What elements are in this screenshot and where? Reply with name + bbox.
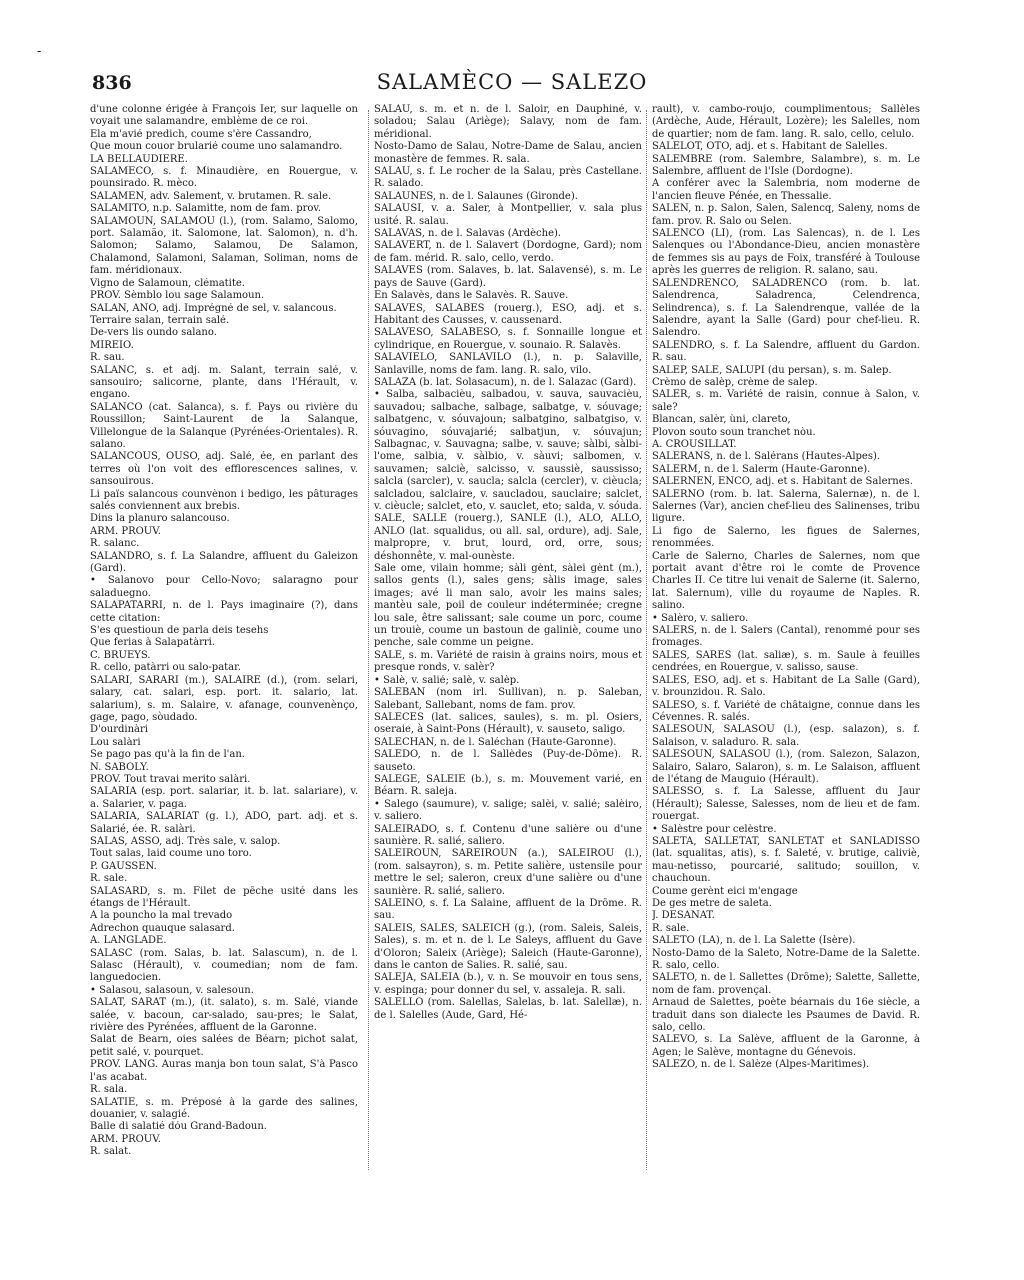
entry-text: De-vers lis oundo salano. — [90, 327, 217, 339]
entry-text: SALENDRO, s. f. La Salendre, affluent du Gardon. R. sau. — [652, 339, 920, 364]
entry-text: Crèmo de salèp, crème de salep. — [652, 376, 818, 388]
entry-text: SALESOUN, SALASOU (l.), (rom. Salezon, Salazon, Salairo, Salaro, Salaron), s. m. Le Salaison, affluent de l'étang de Mauguio (Hérault). — [652, 749, 920, 785]
margin-mark: - — [37, 43, 42, 58]
entry-text: PROV. Tout travai merito salàri. — [90, 773, 251, 785]
entry-text: SALAVESO, SALABESO, s. f. Sonnaille longue et cylindrique, en Rouergue, v. sounaio. R. Salavès. — [374, 327, 642, 351]
entry-text: SALERNO (rom. b. lat. Salerna, Salernæ), n. de l. Salernes (Var), ancien chef-lieu des Salinenses, tribu ligure. — [652, 488, 920, 525]
entry-text: Coume gerènt eici m'engage — [652, 885, 798, 897]
entry-text: PROV. Sèmblo lou sage Salamoun. — [90, 290, 265, 302]
entry-text: Arnaud de Salettes, poète béarnais du 16e siècle, a traduit dans son dialecte les Psaumes de David. R. salo, cello. — [652, 997, 920, 1034]
entry-text: P. GAUSSEN. — [90, 860, 157, 872]
entry-text: Li figo de Salerno, les figues de Salernes, renommées. — [652, 525, 920, 550]
entry-text: SALANCO (cat. Salanca), s. f. Pays ou rivière du Roussillon; Saint-Laurent de la Salanque, Villelongue de la Salanque (Pyrénées-Orientales). R. salano. — [90, 401, 358, 450]
entry-text: N. SABOLY. — [90, 761, 149, 773]
entry-text: • Salanovo pour Cello-Novo; salaragno pour saladuegno. — [90, 575, 358, 599]
entry-text: LA BELLAUDIÈRE. — [90, 153, 188, 165]
entry-text: Sale ome, vilain homme; sàli gènt, sàlei gènt (m.), sallos gents (l.), sales gens; sàlis image, sales images; avé li man salo, avoir les mains sales; mantèu sale, poil de couleur indéterminée; cregne lou sale, être salissant; sale coume un porc, coume un trouiè, coume un bastoun de galiniè, coume uno penche, sale comme un peigne. — [374, 563, 642, 649]
column-middle — [374, 104, 642, 1022]
entry-text: SALE, SALLE (rouerg.), SANLE (l.), ALO, ALLO, ANLO (lat. squalidus, ou all. sal, ordure), adj. Sale, malpropre, v. brut, lourd, ord, orre, sous; déshonnête, v. mal-ounèste. — [374, 513, 642, 562]
entry-text: Adrechon quauque salasard. — [90, 922, 235, 934]
entry-text: SALANCOUS, OUSO, adj. Salé, ée, en parlant des terres où l'on voit des efflorescences salines, v. sansouirous. — [90, 451, 358, 488]
entry-text: Li païs salancous counvènon i bedigo, les pâturages salés conviennent aux brebis. — [90, 488, 358, 512]
entry-text: SALAS, ASSO, adj. Très sale, v. salop. — [90, 835, 281, 847]
entry-text: SALERS, n. de l. Salers (Cantal), renommé pour ses fromages. — [652, 625, 920, 649]
entry-text: SALESOUN, SALASOU (l.), (esp. salazon), s. f. Salaison, v. saladuro. R. sala. — [652, 724, 920, 748]
entry-text: Se pago pas qu'à la fin de l'an. — [90, 749, 245, 761]
entry-text: SALAZA (b. lat. Solasacum), n. de l. Salazac (Gard). — [374, 376, 637, 388]
entry-text: Que moun couor brularié coume uno salamandro. — [90, 141, 343, 153]
entry-text: SALERNEN, ENCO, adj. et s. Habitant de Salernes. — [652, 476, 913, 488]
entry-text: • Salè, v. salié; salè, v. salèp. — [374, 674, 520, 686]
column-right — [652, 104, 920, 1072]
entry-text: SALENDRENCO, SALADRENCO (rom. b. lat. Salendrenca, Saladrenca, Celendrenca, Selindrenca), s. f. La Salendrenque, vallée de la Salendre, ayant la Salle (Gard) pour chef-lieu. R. Salendro. — [652, 277, 920, 339]
entry-text: SALENCO (LI), (rom. Las Salencas), n. de l. Les Salenques ou l'Abondance-Dieu, ancien monastère de femmes sis au pays de Foix, transféré à Toulouse après les guerres de religion. R. salano, sau. — [652, 228, 920, 277]
entry-text: R. sau. — [90, 352, 125, 364]
entry-text: Carle de Salerno, Charles de Salernes, nom que portait avant d'être roi le comte de Provence Charles II. Ce titre lui venait de Salerne (it. Salerno, lat. Salernum), ville du royaume de Naples. R. salino. — [652, 550, 920, 612]
entry-text: • Salego (saumure), v. salige; salèi, v. salié; salèiro, v. saliero. — [374, 798, 642, 823]
entry-text: SALATIÉ, s. m. Préposé à la garde des salines, douanier, v. salagié. — [90, 1096, 358, 1120]
entry-text: Que ferias à Salapatàrri. — [90, 637, 215, 649]
entry-text: SALEZO, n. de l. Salèze (Alpes-Maritimes). — [652, 1059, 870, 1071]
entry-text: S'es questioun de parla deis tesehs — [90, 625, 269, 637]
entry-text: SALÈIS, SALÈS, SALÈICH (g.), (rom. Saleis, Saleis, Sales), s. m. et n. de l. Le Saleys, affluent du Gave d'Oloron; Saleix (Ariège); Saleich (Haute-Garonne), dans le canton de Salies. R. salié, sau. — [374, 922, 642, 972]
entry-text: SALAPATÀRRI, n. de l. Pays imaginaire (?), dans cette citation: — [90, 600, 358, 624]
entry-text: R. sala. — [90, 1084, 128, 1096]
entry-text: Plovon souto soun tranchet nòu. — [652, 426, 816, 438]
entry-text: SALÈLOT, OTO, adj. et s. Habitant de Salelles. — [652, 141, 888, 153]
entry-text: SALAN, ANO, adj. Imprégné de sel, v. salancous. — [90, 302, 337, 314]
entry-text: SALAU, s. f. Le rocher de la Salau, près Castellane. R. salado. — [374, 166, 642, 190]
entry-text: d'une colonne érigée à François Ier, sur laquelle on voyait une salamandre, emblème de ce roi. — [90, 104, 358, 128]
entry-text: SALASC (rom. Salas, b. lat. Salascum), n. de l. Salasc (Hérault), v. coumedian; nom de fam. languedocien. — [90, 947, 358, 984]
entry-text: SALETO (LA), n. de l. La Salette (Isère). — [652, 935, 856, 947]
entry-text: Ela m'avié predich, coume s'ère Cassandro, — [90, 128, 312, 140]
entry-text: SALAMOUN, SALAMOU (l.), (rom. Salamo, Salomo, port. Salamão, it. Salomone, lat. Salomon), n. d'h. Salomon; Salamo, Salamou, De Salamon, Chalamond, Salamoni, Salaman, Soliman, noms de fam. méridionaux. — [90, 215, 358, 277]
entry-text: SALÈINO, s. f. La Salaine, affluent de la Drôme. R. sau. — [374, 898, 642, 922]
entry-text: SALEN, n. p. Salon, Salen, Salencq, Saleny, noms de fam. prov. R. Salo ou Selen. — [652, 203, 920, 227]
entry-text: A la pouncho la mal trevado — [90, 910, 233, 922]
entry-text: SALETA, SALLETAT, SANLETAT et SANLADISSO (lat. squalitas, atis), s. f. Saleté, v. brutige, caliviè, mau-netisso, pourcarié, salitudo; souillon, v. chauchoun. — [652, 835, 920, 885]
entry-text: SALAVIELO, SANLAVILO (l.), n. p. Salaville, Sanlaville, noms de fam. lang. R. salo, vilo. — [374, 352, 642, 376]
entry-text: SALARIA, SALARIAT (g. l.), ADO, part. adj. et s. Salarié, ée. R. salàri. — [90, 811, 358, 835]
entry-text: SALEIRADO, s. f. Contenu d'une salière ou d'une saunière. R. salié, saliero. — [374, 823, 642, 847]
running-head: SALAMÈCO — SALEZO — [376, 70, 648, 94]
page-number: 836 — [92, 72, 132, 94]
entry-text: Dins la planuro salancouso. — [90, 513, 230, 525]
entry-text: SALAMEN, adv. Salement, v. brutamen. R. sale. — [90, 190, 332, 202]
entry-text: R. salat. — [90, 1146, 132, 1158]
column-left — [90, 104, 358, 1159]
entry-text: ARM. PROUV. — [90, 525, 161, 537]
entry-text: SALEVO, s. La Salève, affluent de la Garonne, à Agen; le Salève, montagne du Génevois. — [652, 1034, 920, 1058]
entry-text: Terraire salan, terrain salé. — [90, 314, 230, 326]
entry-text: SALAUSI, v. a. Saler, à Montpellier, v. sala plus usité. R. salau. — [374, 203, 642, 227]
entry-text: • Salasou, salasoun, v. salesoun. — [90, 984, 254, 996]
entry-text: R. salanc. — [90, 538, 140, 550]
entry-text: SALASARD, s. m. Filet de pêche usité dans les étangs de l'Hérault. — [90, 885, 358, 909]
entry-text: En Salavès, dans le Salavès. R. Sauve. — [374, 290, 569, 302]
entry-text: ARM. PROUV. — [90, 1133, 161, 1145]
entry-text: C. BRUEYS. — [90, 649, 151, 661]
entry-text: SALAUNES, n. de l. Salaunes (Gironde). — [374, 190, 578, 202]
entry-text: J. DÉSANAT. — [652, 910, 715, 922]
entry-text: SALAVÈS, SALABÈS (rouerg.), ESO, adj. et s. Habitant des Causses, v. caussenard. — [374, 302, 642, 326]
entry-text: • Salèstre pour celèstre. — [652, 823, 777, 835]
entry-text: De ges metre de saleta. — [652, 898, 772, 909]
entry-text: Blancan, salèr, ùni, clareto, — [652, 414, 791, 426]
entry-text: SALESSO, s. f. La Salesse, affluent du Jaur (Hérault); Salesse, Salesses, nom de lieu et de fam. rouergat. — [652, 786, 920, 823]
entry-text: R. cello, patàrri ou salo-patar. — [90, 662, 241, 674]
entry-text: R. sale. — [90, 873, 128, 885]
entry-text: Salat de Bearn, oies salées de Béarn; pichot salat, petit salé, v. pourquet. — [90, 1034, 358, 1058]
entry-text: SALE, s. m. Variété de raisin à grains noirs, mous et presque ronds, v. salèr? — [374, 649, 642, 674]
entry-text: SALAU, s. m. et n. de l. Saloir, en Dauphiné, v. soladou; Salau (Ariège); Salavy, nom de fam. méridional. — [374, 104, 642, 140]
entry-text: SALEDO, n. de l. Sallèdes (Puy-de-Dôme). R. sauseto. — [374, 749, 642, 773]
entry-text: SALARIA (esp. port. salariar, it. b. lat. salariare), v. a. Salarier, v. paga. — [90, 786, 358, 810]
entry-text: SALEMBRE (rom. Salembre, Salambre), s. m. Le Salembre, affluent de l'Isle (Dordogne). — [652, 153, 920, 178]
entry-text: SALESO, s. f. Variété de châtaigne, connue dans les Cévennes. R. salés. — [652, 699, 920, 723]
column-divider — [646, 110, 648, 1170]
entry-text: SALÈP, SALÈ, SALÙPI (du persan), s. m. Salep. — [652, 364, 892, 376]
entry-text: SALAVÈS (rom. Salaves, b. lat. Salavensé), s. m. Le pays de Sauve (Gard). — [374, 265, 642, 289]
entry-text: SALERM, n. de l. Salerm (Haute-Garonne). — [652, 463, 871, 475]
entry-text: A. LANGLADE. — [90, 935, 167, 947]
entry-text: SALÉS, ESO, adj. et s. Habitant de La Salle (Gard), v. brounzidou. R. Salo. — [652, 674, 920, 699]
column-divider — [368, 110, 370, 1170]
entry-text: SALÀRI, SARÀRI (m.), SALAIRE (d.), (rom. selari, salary, cat. salari, esp. port. it. salario, lat. salarium), s. m. Salaire, v. afanage, counvenènço, gage, pago, sòudado. — [90, 674, 358, 723]
entry-text: • Salba, salbacièu, salbadou, v. sauva, sauvacièu, sauvadou; salbache, salbage, salbatge, v. sóuvage; salbatgenc, v. sóuvajoun; salbatgino, salbatgiso, v. sóuvagino, sóuvajarié; salbatjun, v. sóuvajun; Salbagnac, v. Sauvagna; salbe, v. sauve; sàlbi, sàlbi-l'ome, salbia, v. sàlbio, v. sàuvi; salbomen, v. sauvamen; salciè, salcisso, v. saussiè, saussisso; salcla (sarcler), v. saucla; salcla (cercler), v. cièucla; salcladou, salclaire, v. saucladou, sauclaire; salclet, v. cièucle; salclet, eto, v. sauclet, eto; salda, v. sóuda. — [374, 389, 642, 512]
entry-text: Lou salàri — [90, 736, 141, 748]
entry-text: SALAVAS, n. de l. Salavas (Ardèche). — [374, 228, 562, 240]
entry-text: SALÈS, SARES (lat. saliæ), s. m. Saule à feuilles cendrées, en Rouergue, v. salisso, sause. — [652, 649, 920, 674]
entry-text: Vigno de Salamoun, clématite. — [90, 277, 245, 289]
entry-text: SALANDRO, s. f. La Salandre, affluent du Galeizon (Gard). — [90, 550, 358, 575]
entry-text: SALAMITO, n.p. Salamitte, nom de fam. prov. — [90, 203, 322, 215]
entry-text: A conférer avec la Salembria, nom moderne de l'ancien fleuve Pénée, en Thessalie. — [652, 178, 920, 202]
entry-text: R. sale. — [652, 922, 690, 934]
entry-text: PROV. LANG. Auras manja bon toun salat, S'à Pasco l'as acabat. — [90, 1059, 358, 1083]
entry-text: MIRÈIO. — [90, 339, 134, 351]
entry-text: Tout salas, laid coume uno toro. — [90, 848, 252, 860]
entry-text: A. CROUSILLAT. — [652, 438, 737, 450]
entry-text: SALANC, s. et adj. m. Salant, terrain salé, v. sansouiro; salicorne, plante, dans l'Hérault, v. engano. — [90, 364, 358, 401]
entry-text: SALEIROUN, SAREIROUN (a.), SALEIROU (l.), (rom. salsayron), s. m. Petite salière, ustensile pour mettre le sel; saleron, creux d'une salière ou d'une saunière. R. salié, saliero. — [374, 848, 642, 897]
entry-text: Nosto-Damo de la Saleto, Notre-Dame de la Salette. R. salo, cello. — [652, 947, 920, 972]
entry-text: SALEBAN (nom irl. Sullivan), n. p. Saleban, Salebant, Sallebant, noms de fam. prov. — [374, 687, 642, 711]
entry-text: SALAVERT, n. de l. Salavert (Dordogne, Gard); nom de fam. mérid. R. salo, cello, verdo. — [374, 240, 642, 264]
entry-text: SALAT, SARAT (m.), (it. salato), s. m. Salé, viande salée, v. bacoun, car-salado, sau-pres; le Salat, rivière des Pyrénées, affluent de la Garonne. — [90, 997, 358, 1034]
entry-text: Nosto-Damo de Salau, Notre-Dame de Salau, ancien monastère de femmes. R. sala. — [374, 141, 642, 165]
entry-text: SALELLO (rom. Salellas, Salelas, b. lat. Salellæ), n. de l. Salelles (Aude, Gard, Hé- — [374, 997, 642, 1021]
entry-text: SALECHAN, n. de l. Saléchan (Haute-Garonne). — [374, 736, 617, 748]
entry-text: SALEJA, SALEIA (b.), v. n. Se mouvoir en tous sens, v. espinga; pour donner du sel, v. assaleja. R. sali. — [374, 972, 642, 996]
entry-text: SALEGE, SALEIE (b.), s. m. Mouvement varié, en Béarn. R. saleja. — [374, 773, 642, 798]
entry-text: SALÈR, s. m. Variété de raisin, connue à Salon, v. sale? — [652, 389, 920, 413]
entry-text: SALAMÈCO, s. f. Minaudière, en Rouergue, v. pounsirado. R. mèco. — [90, 166, 358, 190]
entry-text: SALETO, n. de l. Sallettes (Drôme); Salette, Sallette, nom de fam. provençal. — [652, 972, 920, 996]
entry-text: • Salèro, v. saliero. — [652, 612, 749, 624]
entry-text: D'ourdinàri — [90, 724, 148, 736]
entry-text: SALERANS, n. de l. Salérans (Hautes-Alpes). — [652, 451, 881, 463]
entry-text: SALECES (lat. salices, saules), s. m. pl. Osiers, oseraie, à Saint-Pons (Hérault), v. sauseto, saligo. — [374, 711, 642, 736]
entry-text: rault), v. cambo-roujo, coumplimentous; Sallèles (Ardèche, Aude, Hérault, Lozère); les Salelles, nom de quartier; nom de fam. lang. R. salo, cello, celulo. — [652, 104, 920, 140]
entry-text: Balle di salatié dóu Grand-Badoun. — [90, 1121, 267, 1133]
